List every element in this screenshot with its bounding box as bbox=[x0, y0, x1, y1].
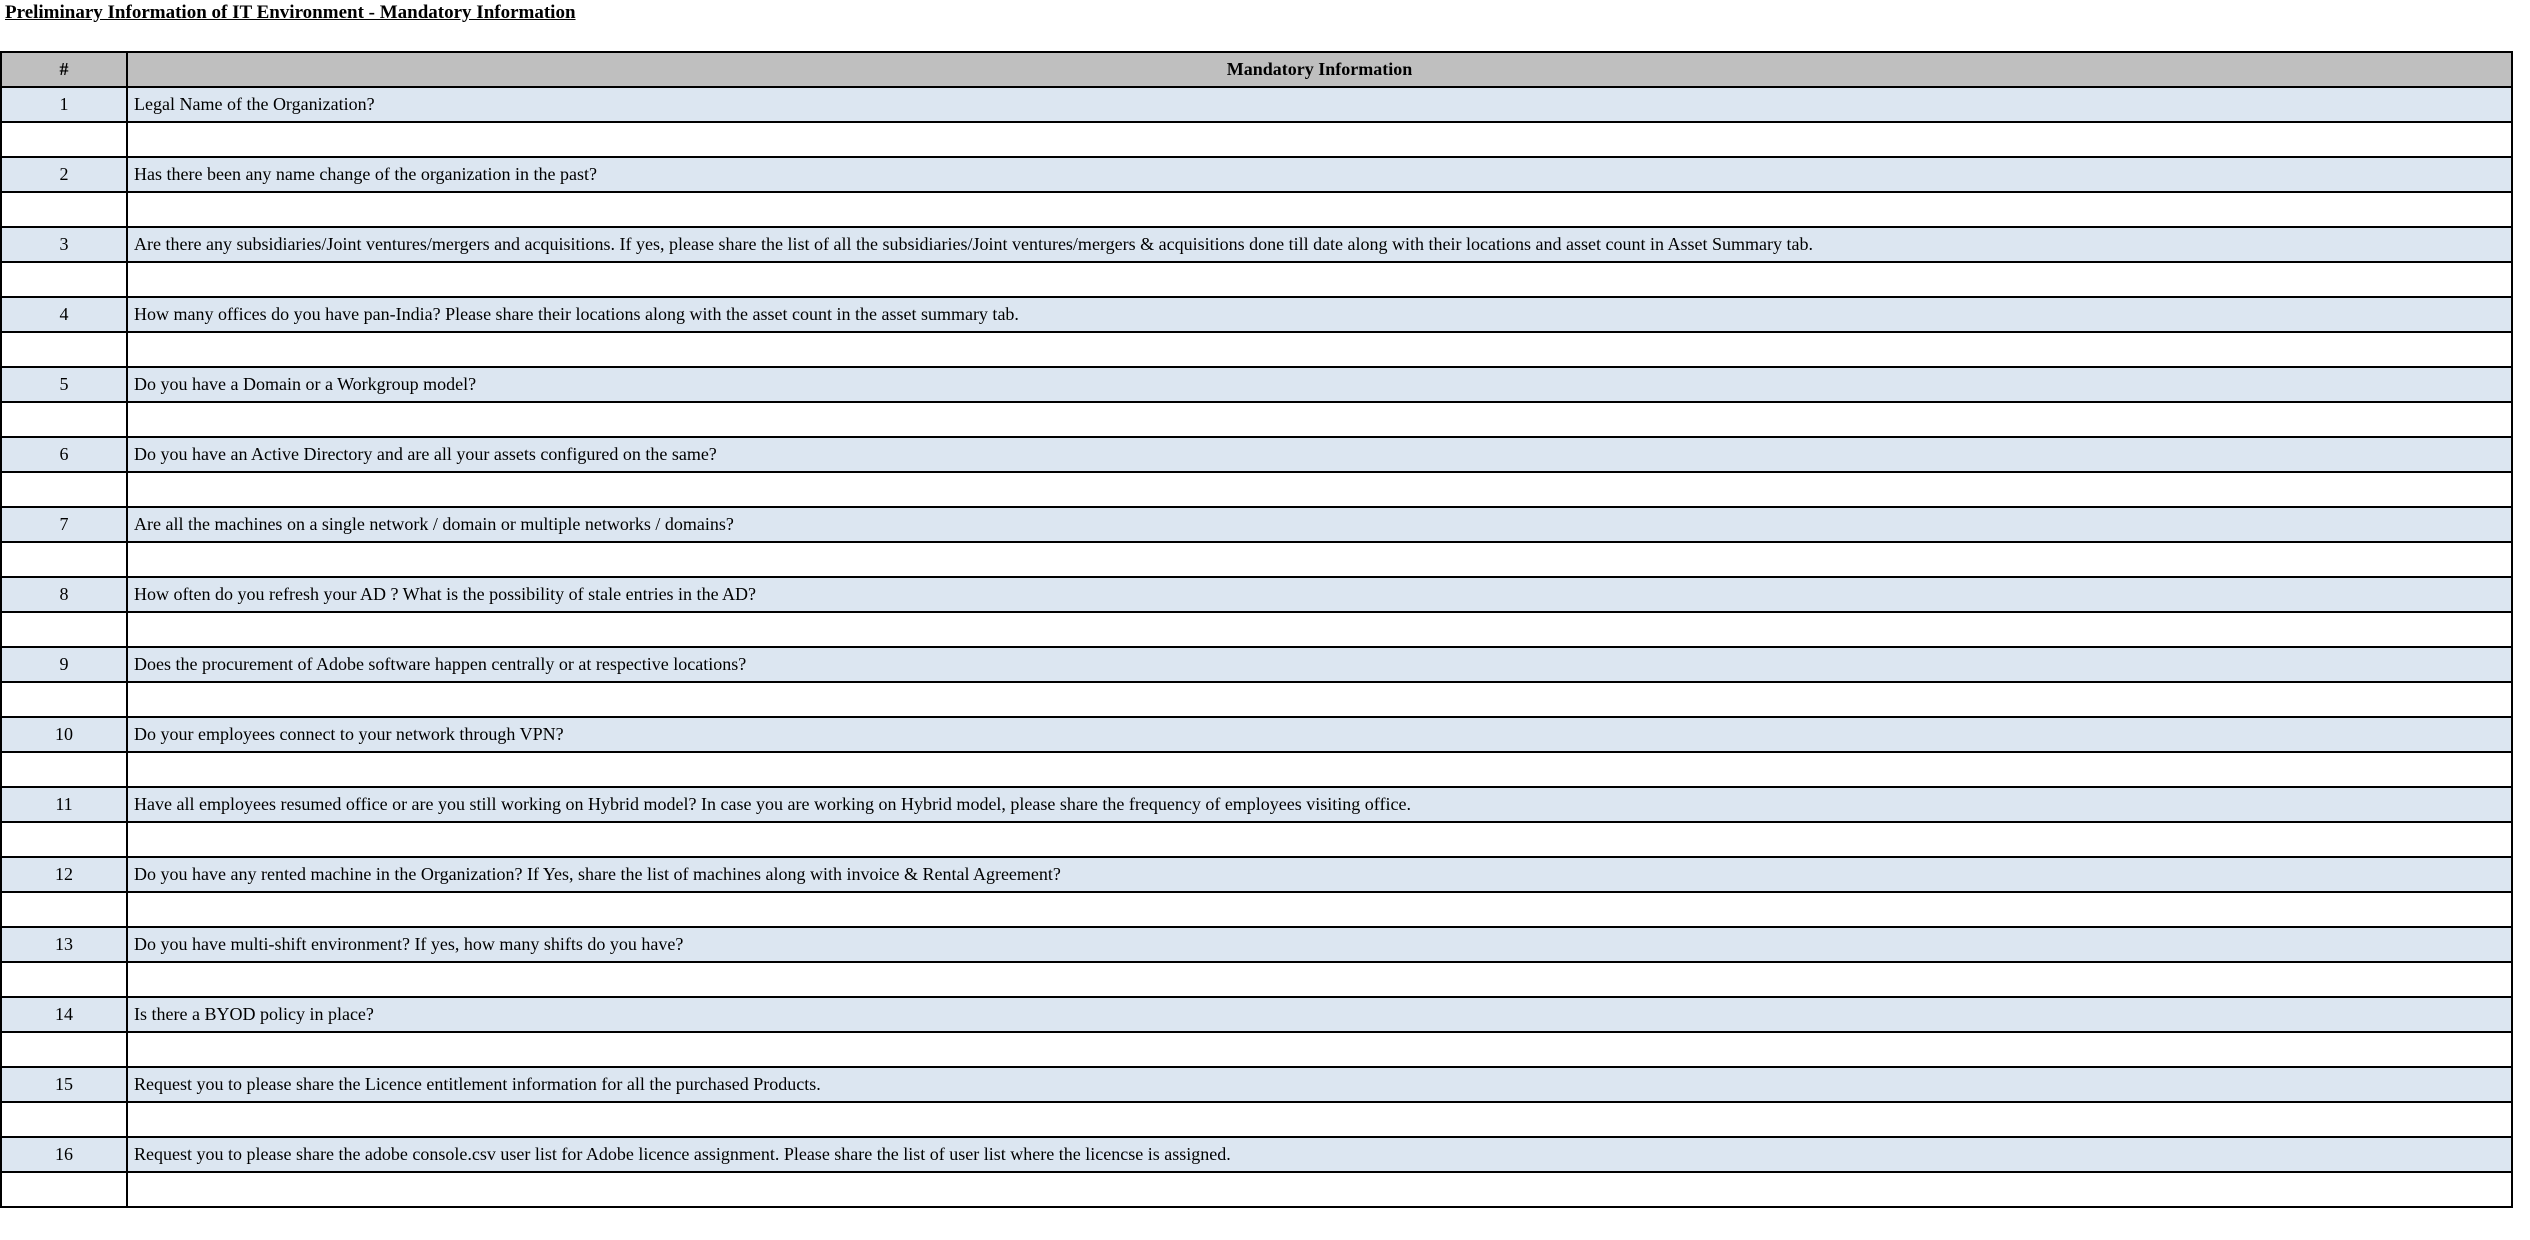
question-number: 14 bbox=[1, 997, 127, 1032]
answer-cell[interactable] bbox=[127, 332, 2512, 367]
question-text: Do your employees connect to your network through VPN? bbox=[127, 717, 2512, 752]
question-row bbox=[1, 437, 2512, 472]
question-number: 5 bbox=[1, 367, 127, 402]
question-text: Has there been any name change of the organization in the past? bbox=[127, 157, 2512, 192]
answer-number-cell bbox=[1, 332, 127, 367]
mandatory-info-table bbox=[0, 51, 2513, 1208]
table-body bbox=[1, 87, 2512, 1207]
answer-row bbox=[1, 682, 2512, 717]
question-text: Are all the machines on a single network / domain or multiple networks / domains? bbox=[127, 507, 2512, 542]
question-number: 15 bbox=[1, 1067, 127, 1102]
question-text: Request you to please share the adobe console.csv user list for Adobe licence assignment. Please share the list of user list where the licencse is assigned. bbox=[127, 1137, 2512, 1172]
question-row bbox=[1, 577, 2512, 612]
answer-cell[interactable] bbox=[127, 402, 2512, 437]
question-number: 6 bbox=[1, 437, 127, 472]
answer-cell[interactable] bbox=[127, 472, 2512, 507]
question-number: 12 bbox=[1, 857, 127, 892]
question-row bbox=[1, 927, 2512, 962]
answer-cell[interactable] bbox=[127, 1172, 2512, 1207]
answer-row bbox=[1, 1032, 2512, 1067]
question-number: 11 bbox=[1, 787, 127, 822]
question-row bbox=[1, 1137, 2512, 1172]
question-text: Do you have a Domain or a Workgroup model? bbox=[127, 367, 2512, 402]
answer-cell[interactable] bbox=[127, 822, 2512, 857]
question-number: 1 bbox=[1, 87, 127, 122]
question-row bbox=[1, 297, 2512, 332]
question-text: Request you to please share the Licence entitlement information for all the purchased Products. bbox=[127, 1067, 2512, 1102]
answer-row bbox=[1, 472, 2512, 507]
answer-row bbox=[1, 262, 2512, 297]
answer-row bbox=[1, 542, 2512, 577]
question-row bbox=[1, 507, 2512, 542]
document-title: Preliminary Information of IT Environment - Mandatory Information bbox=[5, 2, 576, 23]
answer-number-cell bbox=[1, 542, 127, 577]
header-number: # bbox=[1, 52, 127, 87]
question-row bbox=[1, 787, 2512, 822]
answer-cell[interactable] bbox=[127, 122, 2512, 157]
table-header-row bbox=[1, 52, 2512, 87]
question-number: 2 bbox=[1, 157, 127, 192]
question-text: How often do you refresh your AD ? What is the possibility of stale entries in the AD? bbox=[127, 577, 2512, 612]
question-text: Legal Name of the Organization? bbox=[127, 87, 2512, 122]
question-number: 9 bbox=[1, 647, 127, 682]
answer-cell[interactable] bbox=[127, 752, 2512, 787]
answer-row bbox=[1, 962, 2512, 997]
question-row bbox=[1, 717, 2512, 752]
answer-number-cell bbox=[1, 822, 127, 857]
answer-cell[interactable] bbox=[127, 262, 2512, 297]
question-text: Is there a BYOD policy in place? bbox=[127, 997, 2512, 1032]
answer-row bbox=[1, 752, 2512, 787]
question-text: Do you have multi-shift environment? If yes, how many shifts do you have? bbox=[127, 927, 2512, 962]
answer-cell[interactable] bbox=[127, 1032, 2512, 1067]
answer-number-cell bbox=[1, 1032, 127, 1067]
answer-number-cell bbox=[1, 402, 127, 437]
question-text: Do you have any rented machine in the Organization? If Yes, share the list of machines along with invoice & Rental Agreement? bbox=[127, 857, 2512, 892]
answer-number-cell bbox=[1, 612, 127, 647]
answer-row bbox=[1, 192, 2512, 227]
answer-number-cell bbox=[1, 472, 127, 507]
answer-row bbox=[1, 1102, 2512, 1137]
question-number: 10 bbox=[1, 717, 127, 752]
answer-number-cell bbox=[1, 122, 127, 157]
question-row bbox=[1, 87, 2512, 122]
question-row bbox=[1, 157, 2512, 192]
answer-row bbox=[1, 892, 2512, 927]
answer-cell[interactable] bbox=[127, 1102, 2512, 1137]
answer-cell[interactable] bbox=[127, 192, 2512, 227]
question-row bbox=[1, 857, 2512, 892]
question-row bbox=[1, 997, 2512, 1032]
question-number: 8 bbox=[1, 577, 127, 612]
answer-row bbox=[1, 122, 2512, 157]
answer-row bbox=[1, 402, 2512, 437]
question-row bbox=[1, 647, 2512, 682]
question-number: 4 bbox=[1, 297, 127, 332]
question-text: Have all employees resumed office or are you still working on Hybrid model? In case you are working on Hybrid model, please share the frequency of employees visiting office. bbox=[127, 787, 2512, 822]
answer-number-cell bbox=[1, 962, 127, 997]
question-row bbox=[1, 1067, 2512, 1102]
question-number: 7 bbox=[1, 507, 127, 542]
answer-number-cell bbox=[1, 752, 127, 787]
question-text: Does the procurement of Adobe software happen centrally or at respective locations? bbox=[127, 647, 2512, 682]
question-number: 3 bbox=[1, 227, 127, 262]
answer-cell[interactable] bbox=[127, 962, 2512, 997]
answer-cell[interactable] bbox=[127, 892, 2512, 927]
question-number: 13 bbox=[1, 927, 127, 962]
answer-cell[interactable] bbox=[127, 612, 2512, 647]
answer-row bbox=[1, 332, 2512, 367]
question-text: How many offices do you have pan-India? Please share their locations along with the asset count in the asset summary tab. bbox=[127, 297, 2512, 332]
question-text: Are there any subsidiaries/Joint ventures/mergers and acquisitions. If yes, please share the list of all the subsidiaries/Joint ventures/mergers & acquisitions done till date along with their locations and asset count in Asset Summary tab. bbox=[127, 227, 2512, 262]
question-row bbox=[1, 367, 2512, 402]
answer-cell[interactable] bbox=[127, 682, 2512, 717]
answer-number-cell bbox=[1, 192, 127, 227]
answer-row bbox=[1, 612, 2512, 647]
question-text: Do you have an Active Directory and are all your assets configured on the same? bbox=[127, 437, 2512, 472]
answer-cell[interactable] bbox=[127, 542, 2512, 577]
header-mandatory-information: Mandatory Information bbox=[127, 52, 2512, 87]
answer-number-cell bbox=[1, 1172, 127, 1207]
answer-row bbox=[1, 822, 2512, 857]
answer-number-cell bbox=[1, 1102, 127, 1137]
answer-number-cell bbox=[1, 262, 127, 297]
question-number: 16 bbox=[1, 1137, 127, 1172]
question-row bbox=[1, 227, 2512, 262]
answer-number-cell bbox=[1, 892, 127, 927]
answer-number-cell bbox=[1, 682, 127, 717]
answer-row bbox=[1, 1172, 2512, 1207]
